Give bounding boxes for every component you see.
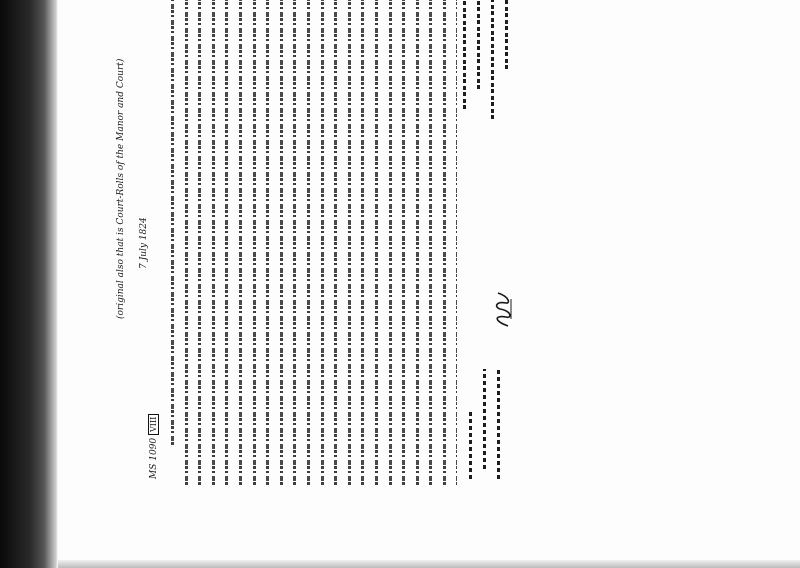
ink-stroke: [280, 0, 283, 485]
handwritten-line: [412, 0, 423, 485]
ink-stroke: [198, 0, 201, 485]
ink-stroke: [402, 0, 405, 485]
ink-stroke: [321, 0, 324, 485]
handwritten-line: [330, 0, 341, 485]
ink-stroke: [307, 0, 310, 485]
signature-stroke: [469, 409, 472, 479]
ink-stroke: [416, 0, 419, 485]
handwritten-line: [276, 0, 287, 485]
monogram-mark: [492, 289, 514, 329]
signature-stroke: [491, 0, 494, 119]
handwritten-line: [235, 0, 246, 485]
handwritten-line: [317, 0, 328, 485]
header-date: 7 July 1824: [139, 217, 149, 269]
ink-stroke: [266, 0, 269, 485]
handwritten-line: [344, 0, 355, 485]
ink-stroke: [171, 0, 174, 445]
handwritten-line: [303, 0, 314, 485]
reference-mark: [149, 414, 159, 479]
signature-stroke: [477, 0, 480, 89]
handwritten-line: [167, 0, 178, 485]
witness-signatures: [457, 0, 517, 149]
ink-stroke: [361, 0, 364, 485]
handwritten-line: [357, 0, 368, 485]
handwritten-line: [398, 0, 409, 485]
signature-stroke: [505, 0, 508, 69]
handwritten-line: [221, 0, 232, 485]
reference-number: MS 1090: [149, 437, 159, 479]
handwritten-line: [425, 0, 436, 485]
ink-stroke: [212, 0, 215, 485]
ink-stroke: [429, 0, 432, 485]
handwritten-line: [208, 0, 219, 485]
handwritten-line: [262, 0, 273, 485]
ink-stroke: [239, 0, 242, 485]
ink-stroke: [225, 0, 228, 485]
signature-stroke: [497, 369, 500, 479]
ink-stroke: [253, 0, 256, 485]
handwritten-line: [371, 0, 382, 485]
grantor-signatures: [465, 359, 505, 479]
scan-bottom-edge: [58, 560, 800, 568]
ink-stroke: [389, 0, 392, 485]
handwritten-line: [249, 0, 260, 485]
scan-edge: [0, 0, 58, 568]
rotated-manuscript-sheet: [87, 58, 777, 499]
ink-stroke: [185, 0, 188, 485]
handwritten-line: [194, 0, 205, 485]
handwritten-body: [167, 0, 457, 485]
handwritten-line: [439, 0, 450, 485]
ink-stroke: [375, 0, 378, 485]
ink-stroke: [293, 0, 296, 485]
handwritten-line: [289, 0, 300, 485]
signature-stroke: [483, 369, 486, 469]
signature-stroke: [463, 0, 466, 109]
ink-stroke: [348, 0, 351, 485]
ink-stroke: [334, 0, 337, 485]
handwritten-line: [385, 0, 396, 485]
handwritten-line: [181, 0, 192, 485]
reference-box: VIII: [148, 414, 159, 435]
ink-stroke: [443, 0, 446, 485]
header-note: (original also that is Court-Rolls of the Manor and Court): [116, 58, 126, 319]
